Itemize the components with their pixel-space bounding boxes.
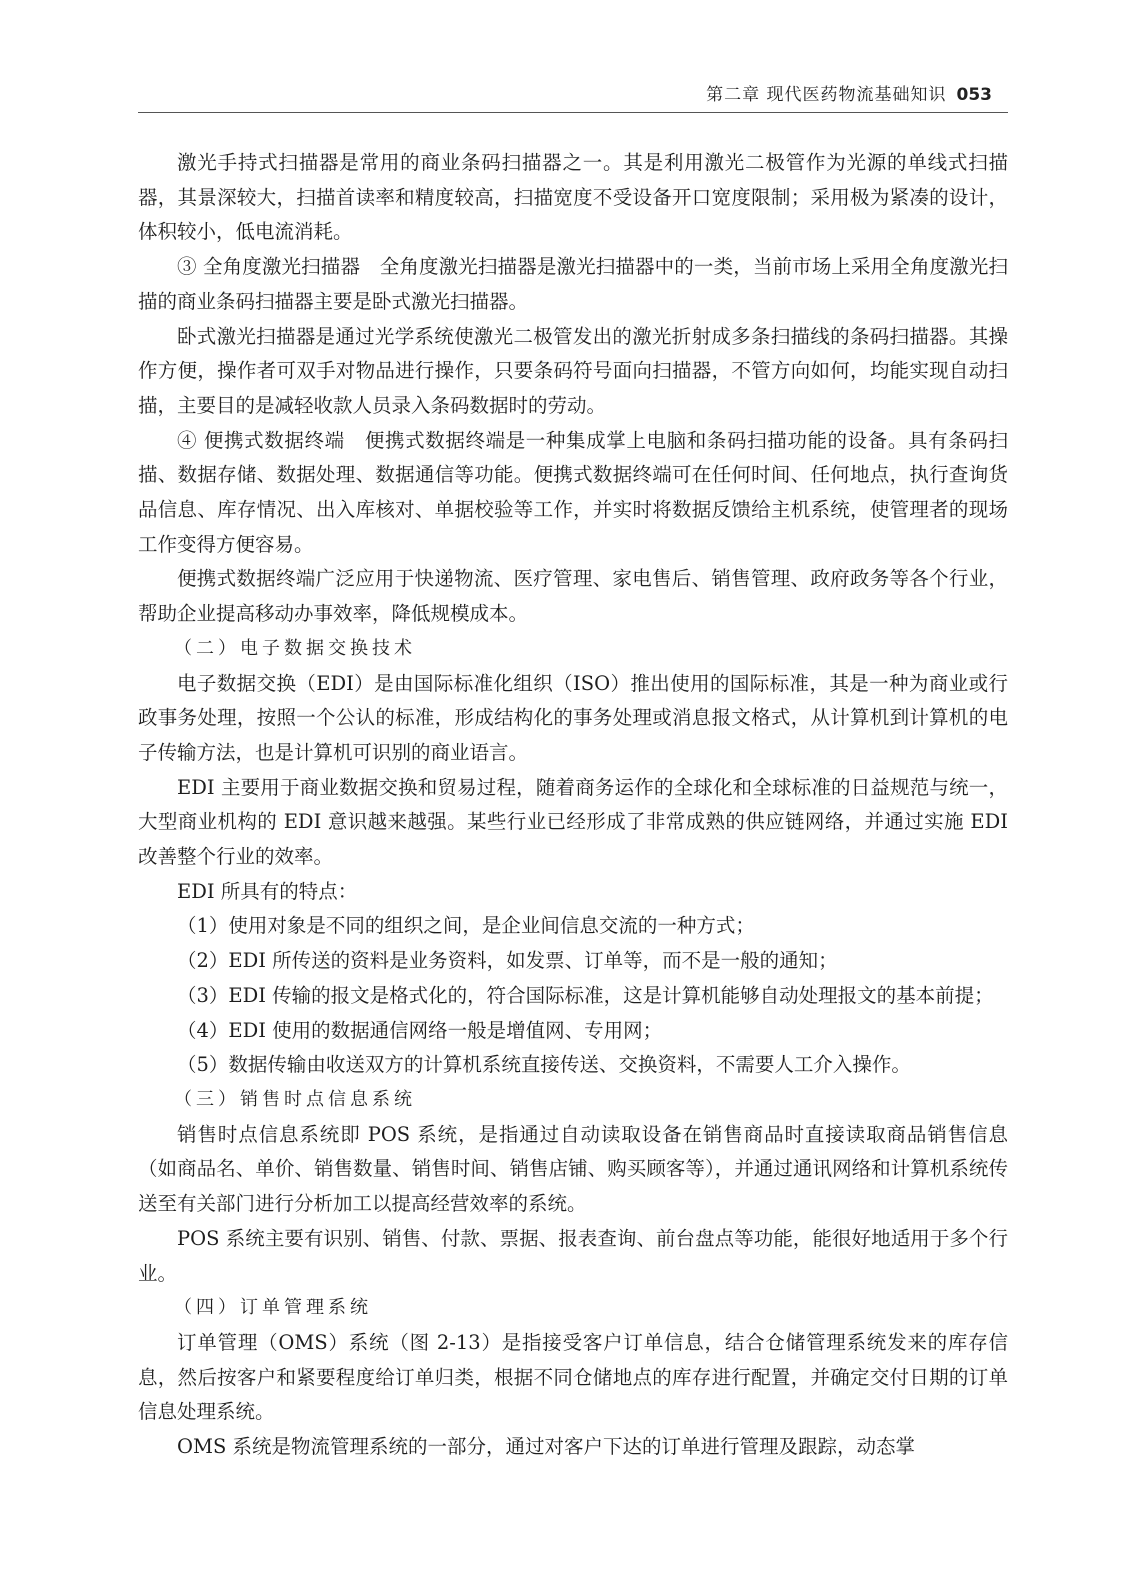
paragraph: 电子数据交换（EDI）是由国际标准化组织（ISO）推出使用的国际标准，其是一种为商业或行政事务处理，按照一个公认的标准，形成结构化的事务处理或消息报文格式，从计算机到计算机的电子传输方法，也是计算机可识别的商业语言。 xyxy=(138,671,1008,764)
paragraph: ④ 便携式数据终端 便携式数据终端是一种集成掌上电脑和条码扫描功能的设备。具有条码扫描、数据存储、数据处理、数据通信等功能。便携式数据终端可在任何时间、任何地点，执行查询货品信息、库存情况、出入库核对、单据校验等工作，并实时将数据反馈给主机系统，使管理者的现场工作变得方便容易。 xyxy=(138,428,1008,556)
section-heading: （三）销售时点信息系统 xyxy=(174,1088,416,1110)
paragraph: 激光手持式扫描器是常用的商业条码扫描器之一。其是利用激光二极管作为光源的单线式扫描器，其景深较大，扫描首读率和精度较高，扫描宽度不受设备开口宽度限制；采用极为紧凑的设计，体积较小，低电流消耗。 xyxy=(138,151,1008,244)
page-number: 053 xyxy=(956,85,992,105)
paragraph: （5）数据传输由收送双方的计算机系统直接传送、交换资料，不需要人工介入操作。 xyxy=(177,1053,911,1077)
section-heading: （四）订单管理系统 xyxy=(174,1297,372,1319)
paragraph: 便携式数据终端广泛应用于快递物流、医疗管理、家电售后、销售管理、政府政务等各个行业，帮助企业提高移动办事效率，降低规模成本。 xyxy=(138,567,1008,626)
paragraph: （3）EDI 传输的报文是格式化的，符合国际标准，这是计算机能够自动处理报文的基本前提； xyxy=(177,983,994,1007)
paragraph: EDI 所具有的特点： xyxy=(177,879,358,903)
paragraph: （4）EDI 使用的数据通信网络一般是增值网、专用网； xyxy=(177,1018,663,1042)
paragraph: 卧式激光扫描器是通过光学系统使激光二极管发出的激光折射成多条扫描线的条码扫描器。其操作方便，操作者可双手对物品进行操作，只要条码符号面向扫描器，不管方向如何，均能实现自动扫描，主要目的是减轻收款人员录入条码数据时的劳动。 xyxy=(138,324,1008,417)
paragraph: 销售时点信息系统即 POS 系统，是指通过自动读取设备在销售商品时直接读取商品销售信息（如商品名、单价、销售数量、销售时间、销售店铺、购买顾客等），并通过通讯网络和计算机系统传送至有关部门进行分析加工以提高经营效率的系统。 xyxy=(138,1122,1008,1216)
header-text xyxy=(706,80,992,105)
body-text xyxy=(138,146,1008,1465)
paragraph: EDI 主要用于商业数据交换和贸易过程，随着商务运作的全球化和全球标准的日益规范与统一，大型商业机构的 EDI 意识越来越强。某些行业已经形成了非常成熟的供应链网络，并通过实施 EDI 改善整个行业的效率。 xyxy=(138,775,1008,869)
section-heading: （二）电子数据交换技术 xyxy=(174,637,416,659)
paragraph: 订单管理（OMS）系统（图 2-13）是指接受客户订单信息，结合仓储管理系统发来的库存信息，然后按客户和紧要程度给订单归类，根据不同仓储地点的库存进行配置，并确定交付日期的订单信息处理系统。 xyxy=(138,1330,1008,1424)
paragraph: POS 系统主要有识别、销售、付款、票据、报表查询、前台盘点等功能，能很好地适用于多个行业。 xyxy=(138,1226,1008,1285)
paragraph: （1）使用对象是不同的组织之间，是企业间信息交流的一种方式； xyxy=(177,914,755,938)
paragraph: （2）EDI 所传送的资料是业务资料，如发票、订单等，而不是一般的通知； xyxy=(177,949,838,973)
chapter-title: 第二章 现代医药物流基础知识 xyxy=(706,85,947,105)
running-header xyxy=(138,78,1008,113)
paragraph: OMS 系统是物流管理系统的一部分，通过对客户下达的订单进行管理及跟踪，动态掌 xyxy=(177,1435,916,1459)
paragraph: ③ 全角度激光扫描器 全角度激光扫描器是激光扫描器中的一类，当前市场上采用全角度激光扫描的商业条码扫描器主要是卧式激光扫描器。 xyxy=(138,255,1008,313)
